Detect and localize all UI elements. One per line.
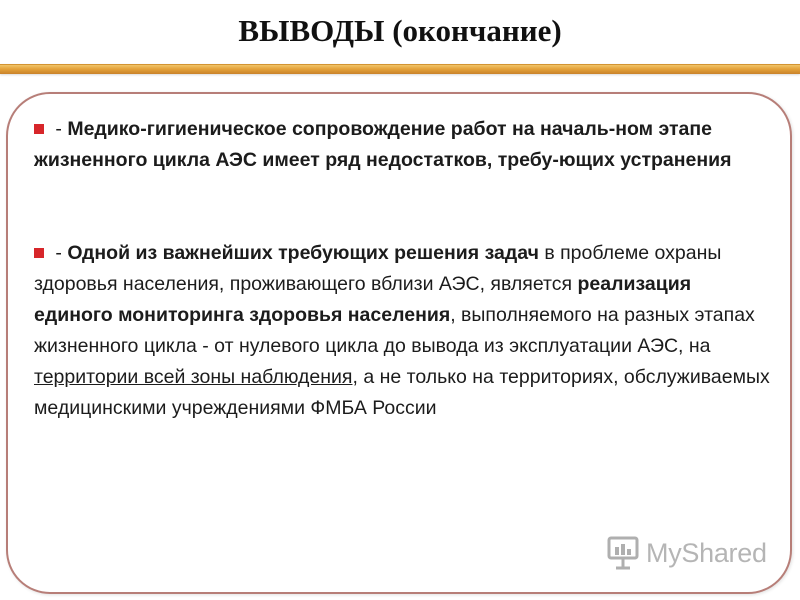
watermark (606, 535, 767, 571)
bullet-2-segment-4: реализация единого мониторинга здоровья населения (34, 273, 692, 326)
bullet-item-1 (34, 114, 774, 176)
myshared-logo-icon (606, 535, 640, 571)
bullet-2-segment-2: Одной из важнейших требующих решения задач (67, 242, 539, 264)
red-square-bullet-icon (34, 124, 44, 134)
bullet-2-segment-6: территории всей зоны наблюдения (34, 366, 353, 388)
bullet-2-segment-3: в проблеме охраны здоровья населения, проживающего вблизи АЭС, является (34, 242, 722, 295)
content-panel (6, 92, 792, 594)
bullet-item-2 (34, 238, 774, 424)
title-divider (0, 64, 800, 74)
bullet-2-segment-5: , выполняемого на разных этапах жизненного цикла - от нулевого цикла до вывода из эксплуатации АЭС, на (34, 304, 755, 357)
red-square-bullet-icon (34, 248, 44, 258)
slide-title: ВЫВОДЫ (окончание) (238, 13, 562, 48)
bullet-2-segment-7: , а не только на территориях, обслуживаемых медицинскими учреждениями ФМБА России (34, 366, 770, 419)
bullet-1-segment-1: - (50, 118, 68, 140)
watermark-text: MyShared (646, 537, 767, 568)
bullet-2-segment-1: - (50, 242, 68, 264)
bullet-1-segment-2: Медико-гигиеническое сопровождение работ на началь-ном этапе жизненного цикла АЭС имеет ряд недостатков, требу-ющих устранения (34, 118, 732, 171)
